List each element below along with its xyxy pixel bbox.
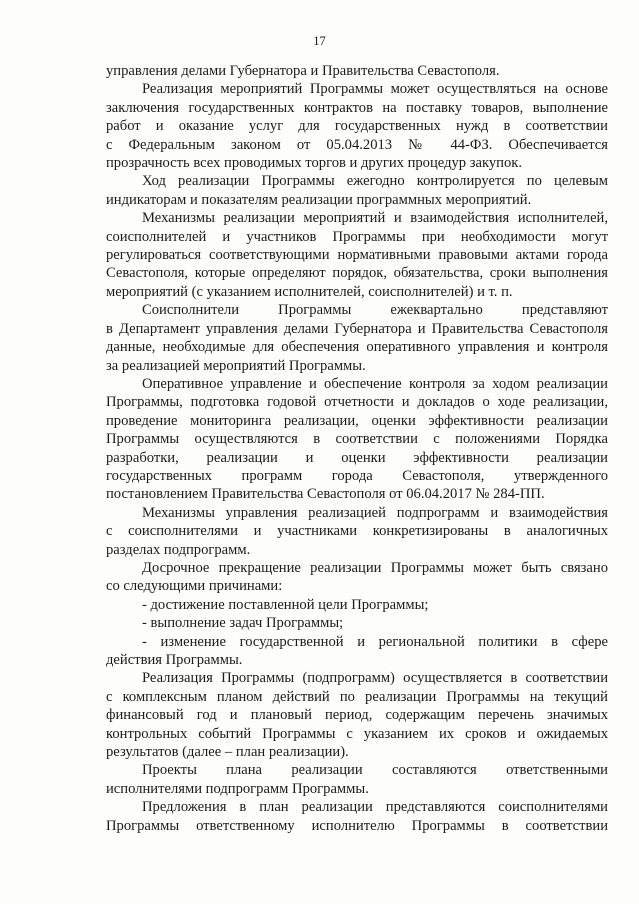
text-line: соисполнителей и участников Программы при необходимости могут xyxy=(106,228,608,245)
text-line: Реализация мероприятий Программы может осуществляться на основе xyxy=(142,81,608,98)
text-line: Программы осуществляются в соответствии с положениями Порядка xyxy=(106,431,608,448)
text-line: регулироваться соответствующими нормативными правовыми актами города xyxy=(106,247,608,264)
reasons-list xyxy=(106,596,608,670)
page-number: 17 xyxy=(313,34,326,48)
paragraph xyxy=(106,301,608,375)
paragraph xyxy=(106,62,608,80)
text-line: исполнителями подпрограмм Программы. xyxy=(106,780,369,797)
text-line: Севастополя, которые определяют порядок, обязательства, сроки выполнения xyxy=(106,265,608,282)
paragraph xyxy=(106,798,608,835)
paragraph xyxy=(106,209,608,301)
text-line: Программы ответственному исполнителю Программы в соответствии xyxy=(106,817,608,834)
paragraph xyxy=(106,669,608,761)
text-line: с Федеральным законом от 05.04.2013 № 44-ФЗ. Обеспечивается xyxy=(106,136,608,153)
list-item: - изменение государственной и региональной политики в сфере xyxy=(142,633,608,650)
text-line: в Департамент управления делами Губернатора и Правительства Севастополя xyxy=(106,320,608,337)
paragraph xyxy=(106,504,608,559)
list-item: - выполнение задач Программы; xyxy=(142,615,344,632)
text-line: разработки, реализации и оценки эффективности реализации xyxy=(106,449,608,466)
text-line: за реализацией мероприятий Программы. xyxy=(106,357,366,374)
text-line: с комплексным планом действий по реализации Программы на текущий xyxy=(106,688,608,705)
text-line: Ход реализации Программы ежегодно контролируется по целевым xyxy=(142,173,608,190)
paragraph xyxy=(106,172,608,209)
text-line: результатов (далее – план реализации). xyxy=(106,744,349,761)
document-body xyxy=(106,62,608,835)
text-line: проведение мониторинга реализации, оценки эффективности реализации xyxy=(106,412,608,429)
text-line: финансовый год и плановый период, содержащим перечень значимых xyxy=(106,707,608,724)
text-line: со следующими причинами: xyxy=(106,578,283,595)
text-line: Досрочное прекращение реализации Программы может быть связано xyxy=(142,559,608,576)
list-item: - достижение поставленной цели Программы; xyxy=(142,596,429,613)
text-line: прозрачность всех проводимых торгов и других процедур закупок. xyxy=(106,155,523,172)
text-line: постановлением Правительства Севастополя от 06.04.2017 № 284-ПП. xyxy=(106,486,545,503)
text-line: заключения государственных контрактов на поставку товаров, выполнение xyxy=(106,99,608,116)
paragraph xyxy=(106,80,608,172)
paragraph xyxy=(106,375,608,504)
text-line: с соисполнителями и участниками конкретизированы в аналогичных xyxy=(106,523,608,540)
paragraph xyxy=(106,559,608,596)
paragraph xyxy=(106,761,608,798)
text-line: Механизмы реализации мероприятий и взаимодействия исполнителей, xyxy=(142,210,608,227)
text-line: Реализация Программы (подпрограмм) осуществляется в соответствии xyxy=(142,670,608,687)
text-line: Программы, подготовка годовой отчетности и докладов о ходе реализации, xyxy=(106,394,608,411)
list-item-continuation: действия Программы. xyxy=(106,652,243,668)
text-line: разделах подпрограмм. xyxy=(106,541,251,558)
text-line: Оперативное управление и обеспечение контроля за ходом реализации xyxy=(142,375,608,392)
text-line: контрольных событий Программы с указанием их сроков и ожидаемых xyxy=(106,725,608,742)
text-line: управления делами Губернатора и Правительства Севастополя. xyxy=(106,63,500,79)
text-line: Проекты плана реализации составляются ответственными xyxy=(142,762,608,779)
text-line: данные, необходимые для обеспечения оперативного управления и контроля xyxy=(106,339,608,356)
text-line: Предложения в план реализации представляются соисполнителями xyxy=(142,799,608,816)
text-line: государственных программ города Севастополя, утвержденного xyxy=(106,467,608,484)
text-line: индикаторам и показателям реализации программных мероприятий. xyxy=(106,191,532,208)
text-line: мероприятий (с указанием исполнителей, соисполнителей) и т. п. xyxy=(106,283,513,300)
text-line: Механизмы управления реализацией подпрограмм и взаимодействия xyxy=(142,504,608,521)
text-line: работ и оказание услуг для государственных нужд в соответствии xyxy=(106,118,608,135)
text-line: Соисполнители Программы ежеквартально представляют xyxy=(142,302,608,319)
